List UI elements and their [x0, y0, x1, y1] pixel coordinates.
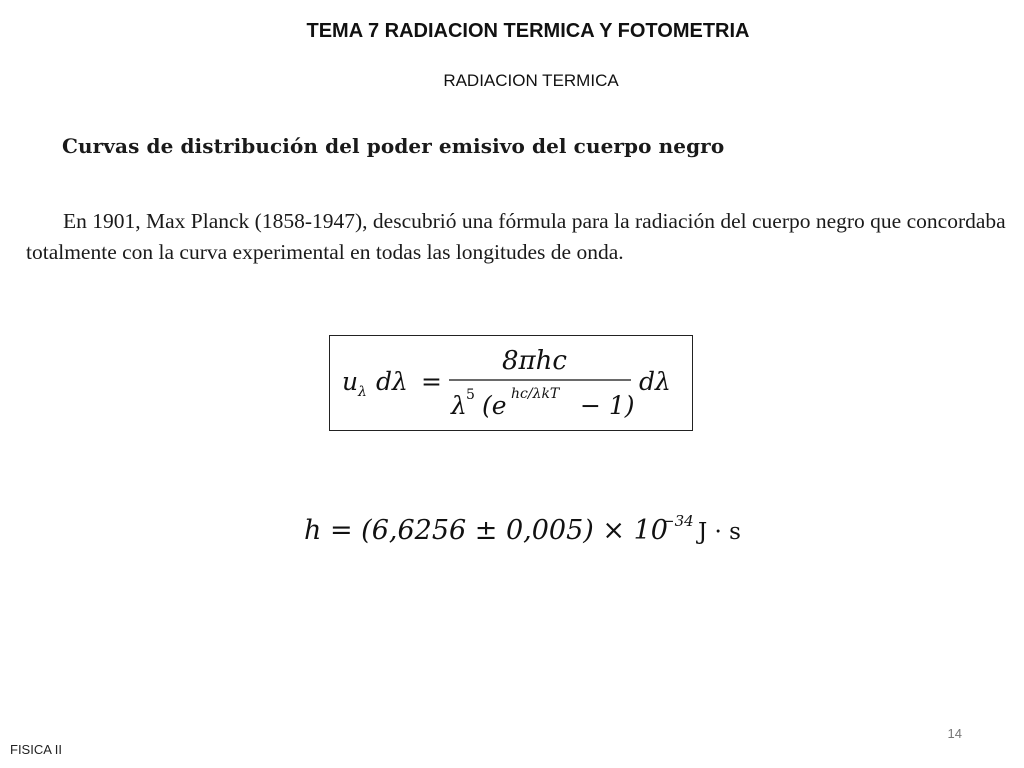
slide-title: TEMA 7 RADIACION TERMICA Y FOTOMETRIA [306, 20, 750, 42]
page-number: 14 [947, 726, 962, 741]
planck-formula [330, 336, 692, 430]
section-heading: Curvas de distribución del poder emisivo del cuerpo negro [62, 134, 725, 158]
body-paragraph: En 1901, Max Planck (1858-1947), descubrió una fórmula para la radiación del cuerpo negro que concordaba totalmente con la curva experimental en todas las longitudes de onda. [26, 209, 1006, 264]
formula-d-lambda-right: dλ [639, 367, 671, 396]
formula-numerator: 8πhc [502, 346, 567, 376]
formula-d-lambda-left: dλ [376, 367, 408, 396]
planck-constant [300, 502, 760, 554]
constant-exponent: −34 [662, 512, 694, 530]
formula-den-minus: − 1) [580, 391, 635, 420]
formula-equals: = [421, 367, 442, 396]
footer-course: FISICA II [10, 742, 63, 757]
formula-den-exponent: hc/λkT [511, 386, 560, 402]
slide-subtitle: RADIACION TERMICA [443, 71, 619, 90]
constant-value: h = (6,6256 ± 0,005) × 10 [304, 515, 668, 546]
constant-units: J · s [698, 519, 741, 545]
formula-den-power: 5 [466, 387, 475, 403]
formula-den-open: (e [482, 391, 507, 420]
planck-formula-box [329, 335, 693, 431]
formula-u: u [342, 367, 359, 396]
formula-den-lambda: λ [451, 391, 467, 420]
planck-constant-svg [300, 502, 760, 554]
formula-subscript-lambda: λ [358, 384, 367, 400]
